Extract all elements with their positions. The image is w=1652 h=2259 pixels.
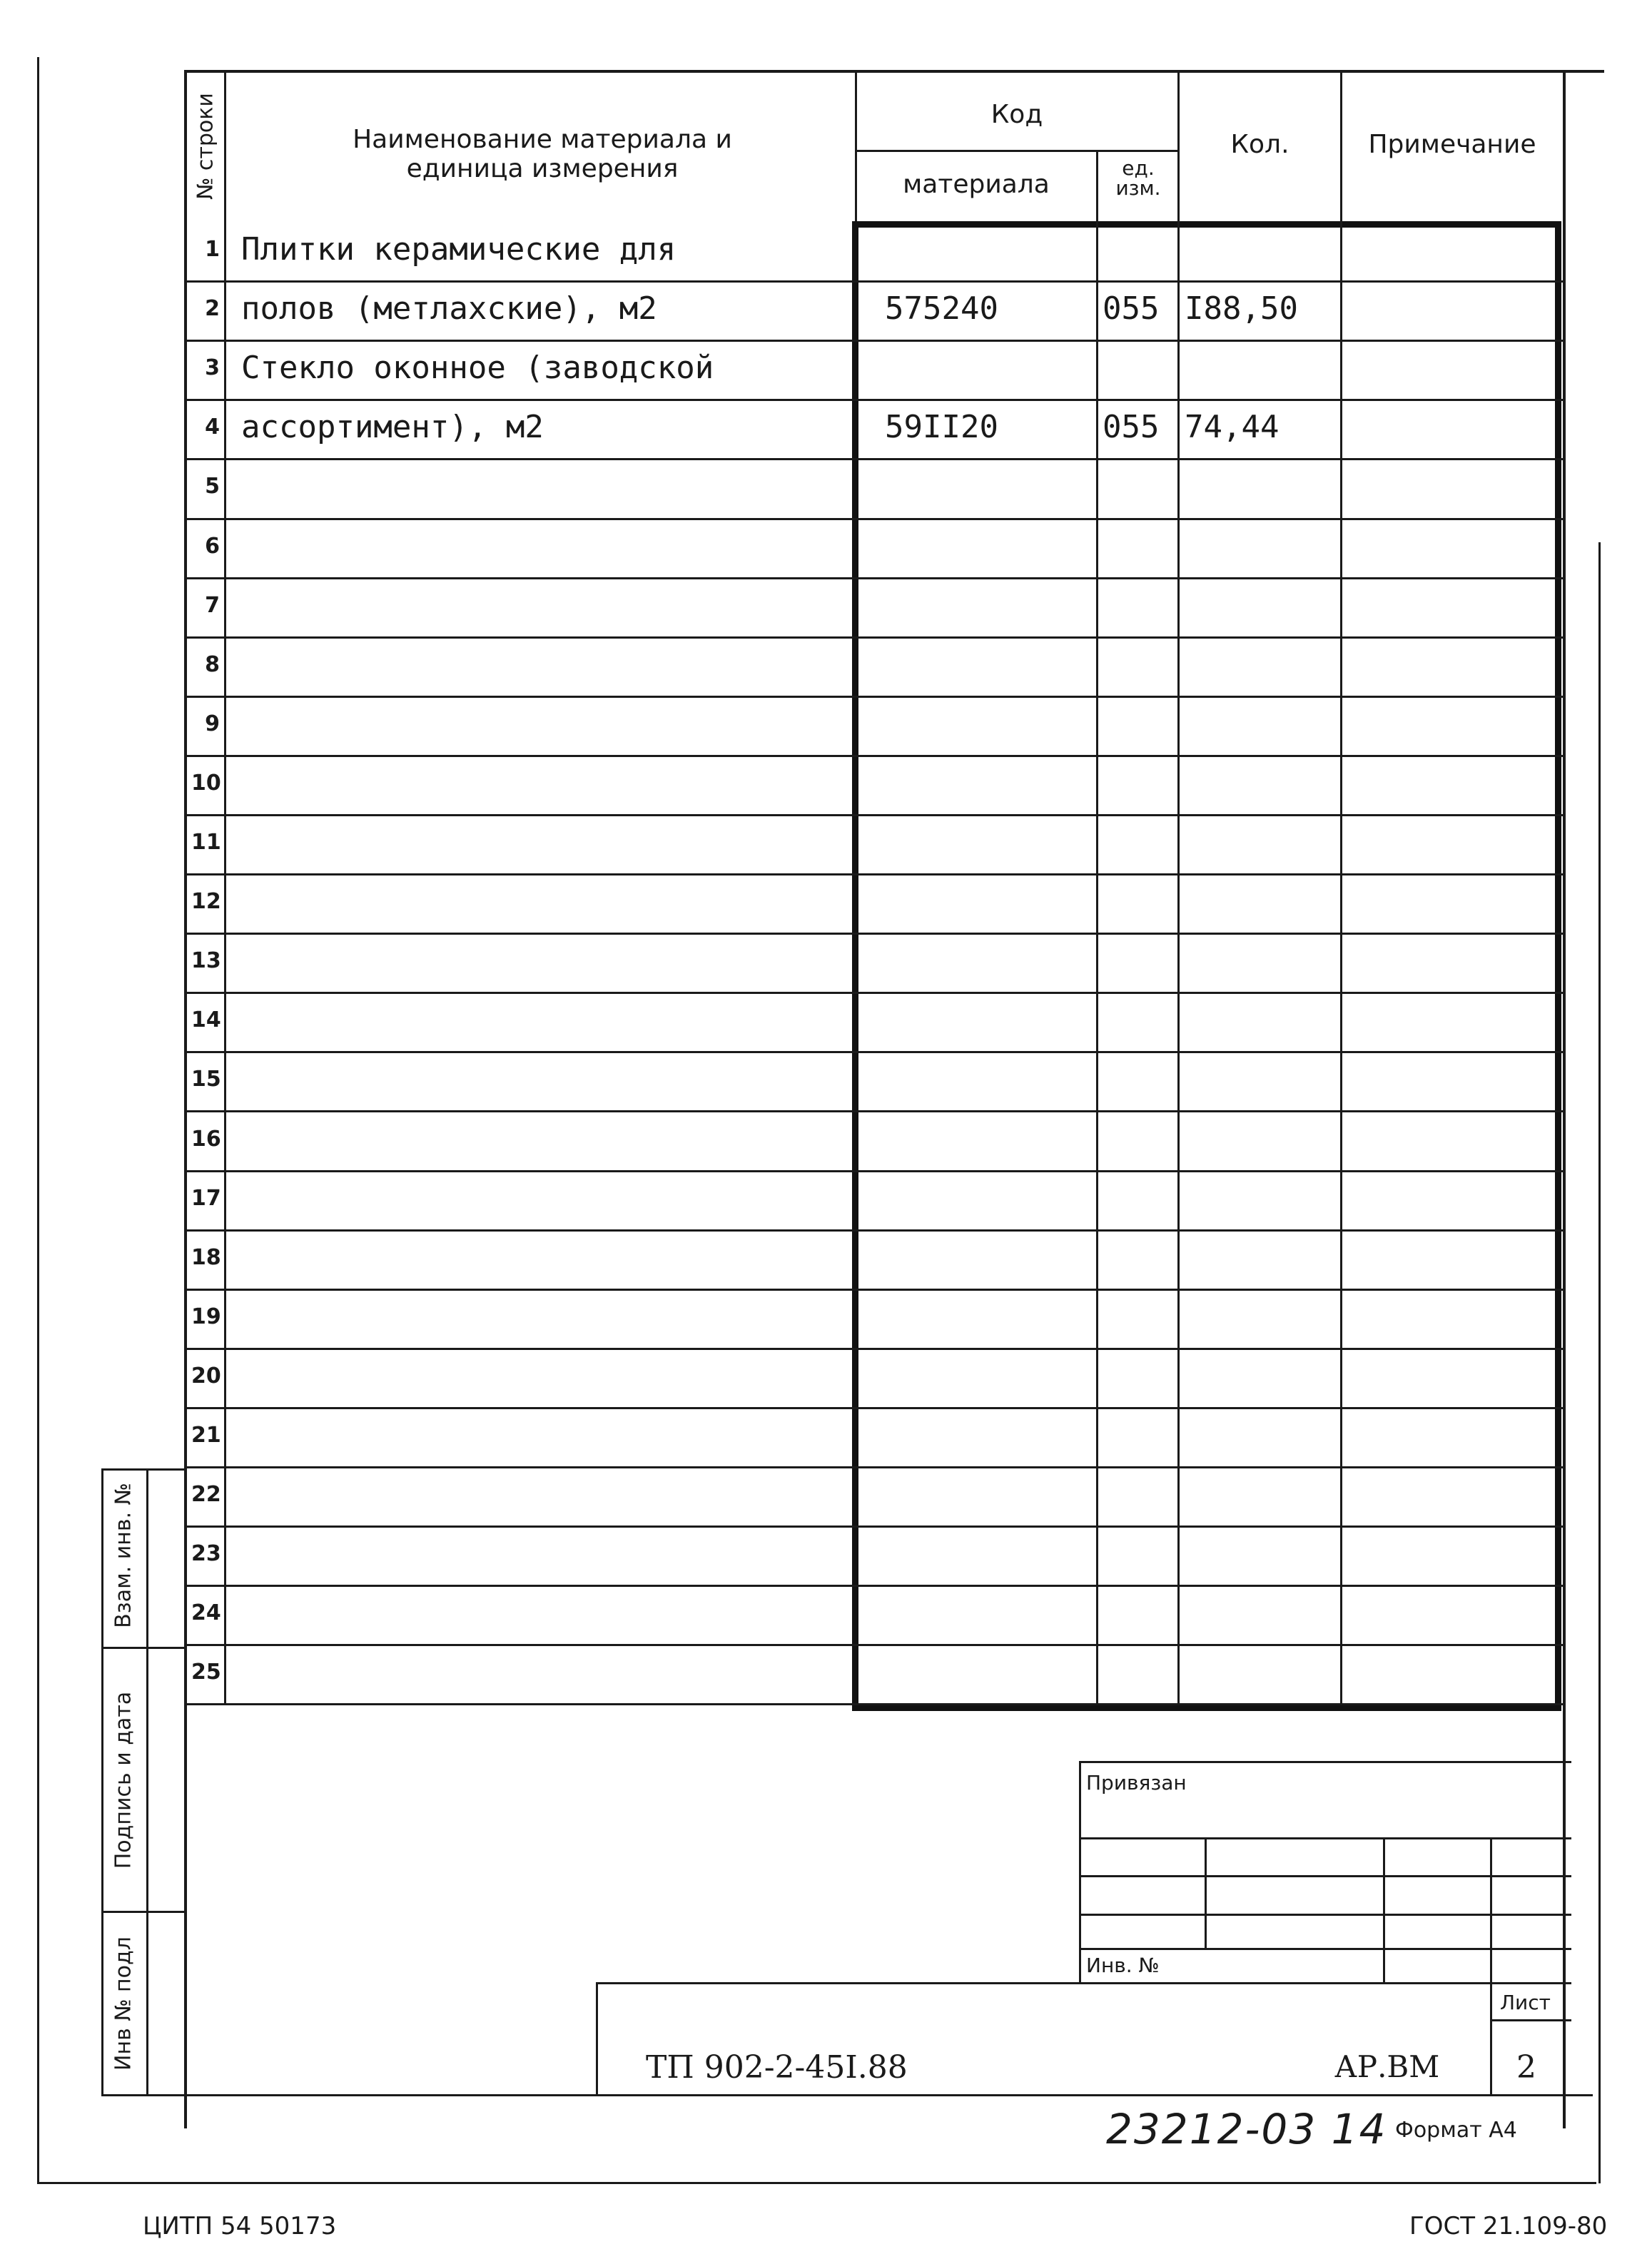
row-divider: [184, 1526, 1566, 1528]
row-divider: [184, 399, 1566, 401]
sheet-label: Лист: [1500, 1991, 1551, 2014]
name-header: Наименование материала и единица измерения: [353, 125, 732, 184]
row-name-cell: ассортимент), м2: [241, 409, 544, 445]
row-number: 25: [191, 1660, 221, 1685]
row-name-cell: полов (метлахские), м2: [241, 290, 657, 327]
row-number: 6: [205, 534, 220, 559]
row-number: 20: [191, 1364, 221, 1389]
sheet-number: 2: [1516, 2049, 1536, 2086]
row-number: 18: [191, 1245, 221, 1270]
row-divider: [184, 1170, 1566, 1172]
row-divider: [184, 636, 1566, 639]
row-number: 1: [205, 237, 220, 262]
row-divider: [184, 696, 1566, 698]
privyazan-row-3: [1079, 1914, 1571, 1916]
privyazan-row-2: [1079, 1875, 1571, 1877]
row-divider: [184, 814, 1566, 816]
stamp-outer-left: [101, 1468, 103, 2096]
row-code-cell: 575240: [885, 290, 998, 327]
privyazan-row-4: [1079, 1948, 1571, 1950]
code-unit-header: ед. изм.: [1115, 156, 1161, 200]
row-number: 24: [191, 1600, 221, 1625]
footer-right: ГОСТ 21.109-80: [1409, 2212, 1608, 2240]
row-number: 23: [191, 1541, 221, 1566]
row-number: 14: [191, 1007, 221, 1032]
format-label: Формат А4: [1395, 2118, 1517, 2143]
row-number: 15: [191, 1067, 221, 1092]
row-number: 5: [205, 474, 220, 499]
body-col-note: [1340, 221, 1342, 1705]
header-code-split: [855, 150, 1180, 152]
row-divider: [184, 755, 1566, 757]
stamp-inv-podl: Инв № подл: [111, 1936, 136, 2071]
row-divider: [184, 458, 1566, 460]
row-name-cell: Стекло оконное (заводской: [241, 350, 714, 386]
privyazan-label: Привязан: [1086, 1771, 1187, 1794]
row-name-cell: Плитки керамические для: [241, 231, 676, 268]
code-material-header: материала: [903, 170, 1050, 199]
doc-code: ТП 902-2-45I.88: [646, 2049, 908, 2086]
privyazan-col-1: [1205, 1837, 1207, 1948]
row-number: 8: [205, 652, 220, 677]
note-header: Примечание: [1368, 130, 1536, 159]
stamp-top: [101, 1468, 186, 1471]
body-col-unit: [1096, 221, 1098, 1705]
row-number: 16: [191, 1127, 221, 1152]
row-number: 21: [191, 1423, 221, 1448]
stamp-sep-2: [101, 1911, 186, 1913]
stamp-podpis: Подпись и дата: [111, 1691, 136, 1869]
numcol-right-border: [224, 70, 226, 1704]
row-divider: [184, 1110, 1566, 1112]
row-unit-cell: 055: [1103, 409, 1160, 445]
row-number: 22: [191, 1482, 221, 1507]
row-number: 19: [191, 1304, 221, 1329]
row-divider: [184, 1585, 1566, 1587]
row-divider: [184, 1229, 1566, 1232]
frame-right-line: [1598, 542, 1601, 2183]
row-divider: [184, 1466, 1566, 1468]
privyazan-row-1: [1079, 1837, 1571, 1839]
row-number: 4: [205, 415, 220, 440]
row-unit-cell: 055: [1103, 290, 1160, 327]
row-qty-cell: 74,44: [1185, 409, 1279, 445]
row-number: 11: [191, 830, 221, 855]
qty-header: Кол.: [1230, 130, 1289, 159]
table-left-border: [184, 70, 187, 2128]
title-strip-left: [596, 1982, 598, 2096]
frame-top-line: [184, 70, 1604, 73]
row-code-cell: 59II20: [885, 409, 998, 445]
frame-bottom-line: [37, 2182, 1596, 2184]
row-divider: [184, 1051, 1566, 1053]
row-divider: [184, 518, 1566, 520]
row-number: 9: [205, 711, 220, 736]
title-strip-top: [596, 1982, 1571, 1984]
row-divider: [184, 1703, 1566, 1705]
row-divider: [184, 1348, 1566, 1350]
row-divider: [184, 340, 1566, 342]
row-qty-cell: I88,50: [1185, 290, 1298, 327]
handwritten-number: 23212-03 14: [1106, 2105, 1387, 2153]
row-divider: [184, 280, 1566, 283]
doc-mark: АР.ВМ: [1334, 2049, 1440, 2084]
row-number: 10: [191, 771, 221, 796]
row-number: 3: [205, 355, 220, 380]
row-divider: [184, 1407, 1566, 1409]
sheet-label-line: [1490, 2019, 1571, 2021]
stamp-inner-divider: [146, 1468, 148, 2096]
row-divider: [184, 1289, 1566, 1291]
row-number: 12: [191, 889, 221, 914]
row-number: 2: [205, 296, 220, 321]
stamp-bottom: [101, 2094, 1593, 2096]
stamp-sep-1: [101, 1647, 186, 1649]
row-number: 7: [205, 593, 220, 618]
row-divider: [184, 873, 1566, 875]
privyazan-col-3: [1490, 1837, 1492, 2094]
header-divider-unit: [1096, 150, 1098, 225]
inv-no-label: Инв. №: [1086, 1954, 1160, 1977]
row-number-header: № строки: [193, 93, 218, 200]
row-divider: [184, 577, 1566, 579]
body-col-qty: [1177, 221, 1180, 1705]
frame-left-line: [37, 57, 39, 2183]
row-number: 17: [191, 1186, 221, 1211]
row-divider: [184, 933, 1566, 935]
row-divider: [184, 992, 1566, 994]
stamp-vzam: Взам. инв. №: [111, 1483, 136, 1628]
code-header: Код: [990, 100, 1043, 129]
header-divider-name: [855, 70, 857, 223]
row-number: 13: [191, 948, 221, 973]
row-divider: [184, 1644, 1566, 1646]
footer-left: ЦИТП 54 50173: [143, 2212, 337, 2240]
privyazan-col-2: [1383, 1837, 1385, 1984]
